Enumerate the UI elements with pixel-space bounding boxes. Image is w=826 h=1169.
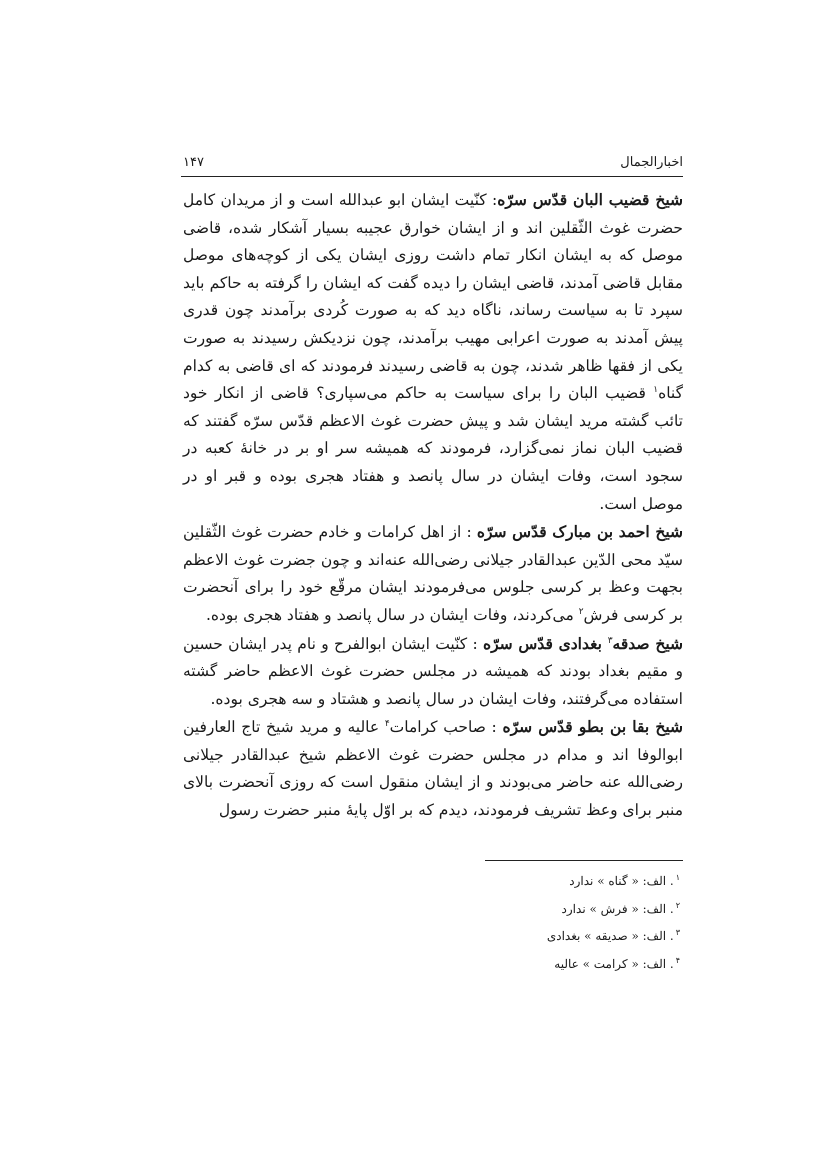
paragraph-baqa-ibn-batu <box>183 713 683 824</box>
paragraph-heading-continued: بغدادی قدّس سرّه <box>482 633 608 653</box>
paragraph-text: : کنّیت ایشان ابوالفرح و نام پدر ایشان حسین و مقیم بغداد بودند که همیشه در مجلس حضرت غوث الاعظم حاضر گشته استفاده می‌گرفتند، وفات ایشان در سال پانصد و هشتاد و سه هجری بوده. <box>183 634 683 708</box>
page-number: ۱۴۷ <box>183 154 204 170</box>
footnote-ref: ۴ <box>384 719 390 730</box>
paragraph-ahmad-ibn-mubarak <box>183 518 683 629</box>
main-text <box>183 186 683 825</box>
paragraph-qazib-al-ban <box>183 186 683 518</box>
footnote <box>450 921 680 949</box>
running-header <box>183 150 683 174</box>
paragraph-heading: شیخ بقا بن بطو قدّس سرّه <box>502 717 683 737</box>
paragraph-text-continued: عالیه و مرید شیخ تاج العارفین ابوالوفا اند و مدام در مجلس حضرت غوث الاعظم شیخ عبدالقادر جیلانی رضی‌الله عنه حاضر می‌بودند و از ایشان منقول است که روزی آنحضرت بالای منبر برای وعظ تشریف فرمودند، دیدم که بر اوّل پایهٔ منبر حضرت رسول <box>183 718 683 820</box>
footnote <box>450 866 680 894</box>
footnote-text: . الف: « گناه » ندارد <box>569 874 674 888</box>
footnote-ref: ۲ <box>578 606 584 617</box>
footnotes <box>450 866 680 976</box>
paragraph-text: : کنّیت ایشان ابو عبدالله است و از مریدان کامل حضرت غوث الثّقلین اند و از ایشان خوارق عجیبه بسیار آشکار شده، قاضی موصل که به ایشان انکار تمام داشت روزی ایشان یکی از کوچه‌های موصل مقابل قاضی آمدند، قاضی ایشان را دیده گفت که ایشان را گرفته به حاکم باید سپرد تا به سیاست رساند، ناگاه دید که به صورت کُردی برآمدند چون قدری پیش آمدند به صورت اعرابی مهیب برآمدند، چون نزدیکش رسیدند به صورت یکی از فقها ظاهر شدند، چون به قاضی رسیدند فرمودند که ای قاضی به کدام گناه <box>183 191 683 403</box>
footnote-rule <box>485 860 683 861</box>
paragraph-heading: شیخ صدقه <box>612 633 683 653</box>
footnote-text: . الف: « کرامت » عالیه <box>554 956 674 971</box>
footnote-text: . الف: « صدیقه » بغدادی <box>546 929 674 943</box>
footnote-mark: ۱ <box>675 873 680 882</box>
header-rule <box>181 176 683 177</box>
paragraph-text-continued: می‌کردند، وفات ایشان در سال پانصد و هفتاد هجری بوده. <box>205 605 579 624</box>
paragraph-heading: شیخ احمد بن مبارک قدّس سرّه <box>476 522 683 542</box>
footnote-text: . الف: « فرش » ندارد <box>561 901 674 916</box>
paragraph-heading: شیخ قضیب البان قدّس سرّه <box>497 190 683 209</box>
footnote-mark: ۲ <box>675 900 680 910</box>
paragraph-text: : صاحب کرامات <box>389 718 503 737</box>
paragraph-sadaqa-baghdadi <box>183 630 683 714</box>
paragraph-text-continued: قضیب البان را برای سیاست به حاکم می‌سپاری؟ قاضی از انکار خود تائب گشته مرید ایشان شد و پیش حضرت غوث الاعظم قدّس سرّه گفتند که قضیب البان نماز نمی‌گزارد، فرمودند که همیشه سر او بر در خانهٔ کعبه در سجود است، وفات ایشان در سال پانصد و هفتاد هجری بوده و قبر او در موصل است. <box>183 384 683 513</box>
running-title: اخبارالجمال <box>620 154 683 170</box>
footnote-ref: ۱ <box>653 385 659 395</box>
footnote-mark: ۴ <box>675 955 680 965</box>
paragraph-text: : از اهل کرامات و خادم حضرت غوث الثّقلین سیّد محی الدّین عبدالقادر جیلانی رضی‌الله عنه‌اند و چون جضرت غوث الاعظم بجهت وعظ بر کرسی جلوس می‌فرمودند ایشان مرقّع خود را برای آنحضرت بر کرسی فرش <box>183 523 683 624</box>
footnote-mark: ۳ <box>675 928 680 937</box>
footnote-ref: ۳ <box>607 635 613 646</box>
footnote <box>450 894 680 922</box>
footnote <box>450 949 680 977</box>
